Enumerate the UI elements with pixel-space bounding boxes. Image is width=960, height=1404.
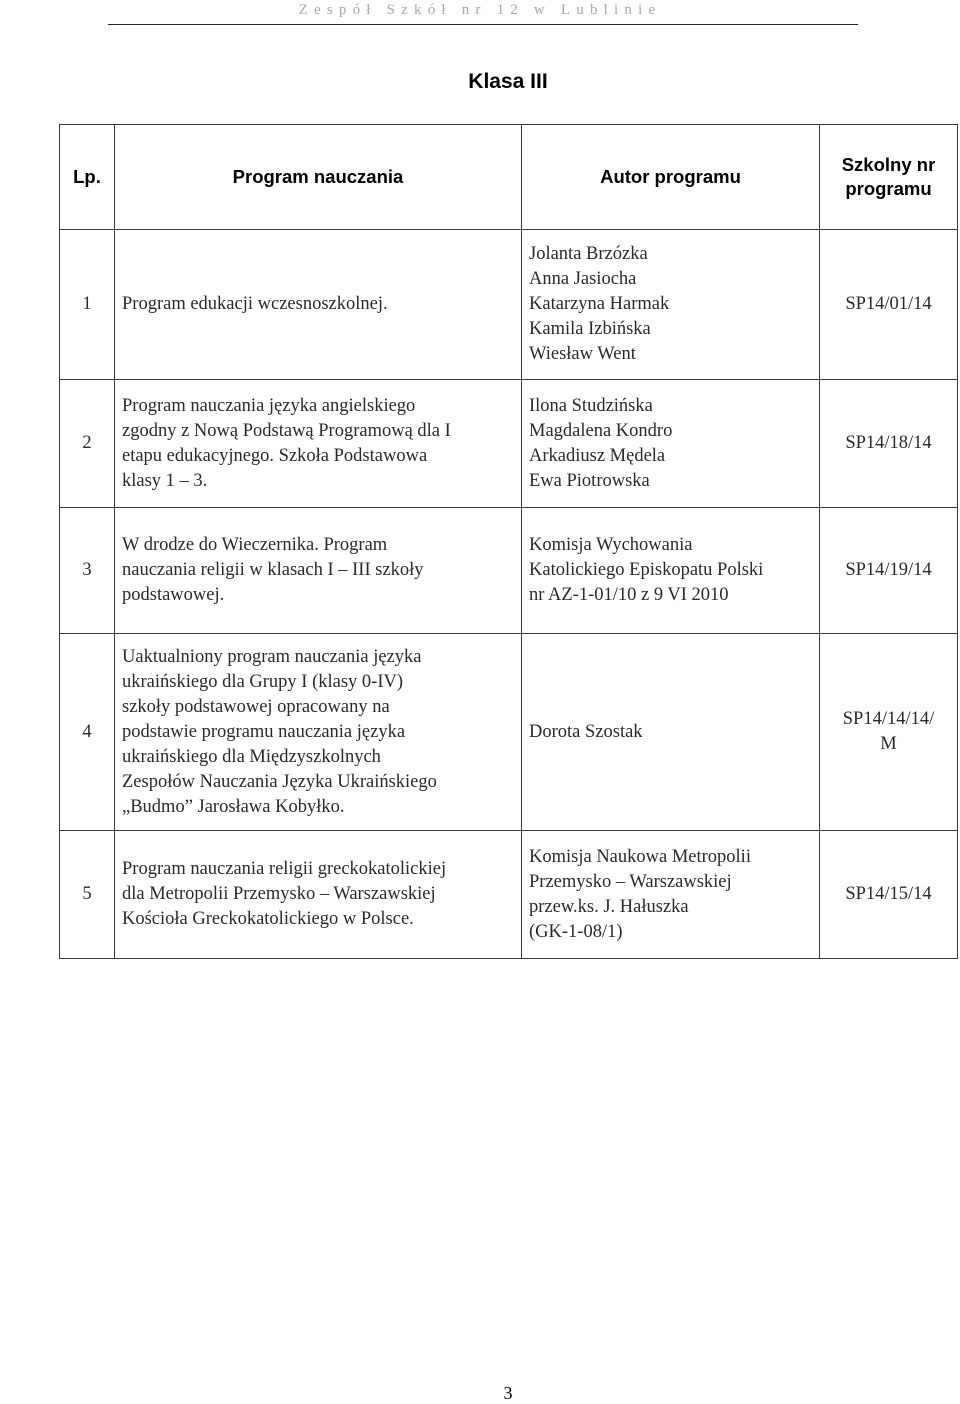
header-code-line: programu [845, 178, 932, 199]
row-number: 2 [60, 380, 115, 508]
program-code-cell [820, 230, 958, 380]
author-line: Komisja Wychowania [529, 535, 693, 555]
program-cell [115, 230, 522, 380]
program-line: Kościoła Greckokatolickiego w Polsce. [122, 909, 414, 929]
program-code: SP14/15/14 [845, 884, 932, 904]
program-line: Zespołów Nauczania Języka Ukraińskiego [122, 771, 437, 792]
program-code: SP14/14/14/ [842, 709, 935, 729]
program-code: SP14/01/14 [845, 294, 932, 314]
author-line: Katolickiego Episkopatu Polski [529, 560, 764, 580]
table-header-row [60, 125, 958, 230]
author-line: Przemysko – Warszawskiej [529, 871, 732, 892]
program-cell [115, 508, 522, 634]
header-author: Autor programu [522, 125, 820, 230]
row-number: 5 [60, 831, 115, 959]
program-line: Program nauczania religii greckokatolickiej [122, 859, 447, 879]
author-line: Jolanta Brzózka [529, 244, 648, 264]
header-program: Program nauczania [115, 125, 522, 230]
program-table [59, 124, 958, 959]
program-line: „Budmo” Jarosława Kobyłko. [122, 796, 345, 817]
program-cell [115, 831, 522, 959]
table-row [60, 380, 958, 508]
author-line: Ewa Piotrowska [529, 470, 650, 491]
author-line: Ilona Studzińska [529, 395, 653, 416]
program-cell [115, 380, 522, 508]
program-line: etapu edukacyjnego. Szkoła Podstawowa [122, 445, 428, 466]
program-cell [115, 634, 522, 831]
header-no: Lp. [60, 125, 115, 230]
table-row [60, 508, 958, 634]
author-line: Dorota Szostak [529, 721, 643, 742]
author-line: Kamila Izbińska [529, 319, 651, 339]
program-line: Program edukacji wczesnoszkolnej. [122, 294, 388, 314]
program-line: podstawowej. [122, 585, 225, 605]
author-line: Arkadiusz Mędela [529, 445, 666, 466]
author-line: (GK-1-08/1) [529, 921, 623, 942]
program-line: nauczania religii w klasach I – III szkoły [122, 560, 424, 580]
author-line: Anna Jasiocha [529, 269, 637, 289]
row-number: 4 [60, 634, 115, 831]
program-code: SP14/19/14 [845, 560, 932, 580]
table-row [60, 831, 958, 959]
page-number: 3 [503, 1383, 513, 1403]
author-line: nr AZ-1-01/10 z 9 VI 2010 [529, 585, 729, 605]
author-line: Wiesław Went [529, 344, 636, 364]
program-line: ukraińskiego dla Międzyszkolnych [122, 746, 381, 767]
author-cell [522, 831, 820, 959]
author-cell [522, 634, 820, 831]
running-header: Zespół Szkół nr 12 w Lublinie [298, 2, 662, 18]
table-body [60, 230, 958, 959]
program-code-cell [820, 634, 958, 831]
header-code [820, 125, 958, 230]
program-line: Uaktualniony program nauczania języka [122, 646, 422, 667]
program-line: Program nauczania języka angielskiego [122, 395, 416, 416]
program-code: M [880, 734, 897, 754]
program-line: szkoły podstawowej opracowany na [122, 696, 390, 717]
author-line: Magdalena Kondro [529, 420, 673, 441]
program-line: klasy 1 – 3. [122, 470, 208, 491]
page-title: Klasa III [468, 70, 548, 93]
header-divider [108, 24, 858, 25]
row-number: 1 [60, 230, 115, 380]
author-cell [522, 380, 820, 508]
author-line: Katarzyna Harmak [529, 294, 670, 314]
header-code-line: Szkolny nr [841, 154, 936, 175]
author-cell [522, 508, 820, 634]
program-line: dla Metropolii Przemysko – Warszawskiej [122, 884, 436, 904]
author-line: Komisja Naukowa Metropolii [529, 846, 751, 867]
program-line: ukraińskiego dla Grupy I (klasy 0-IV) [122, 671, 404, 692]
program-code: SP14/18/14 [845, 433, 932, 453]
program-code-cell [820, 831, 958, 959]
table-row [60, 634, 958, 831]
table-row [60, 230, 958, 380]
program-code-cell [820, 508, 958, 634]
row-number: 3 [60, 508, 115, 634]
program-line: W drodze do Wieczernika. Program [122, 535, 388, 555]
author-line: przew.ks. J. Hałuszka [529, 896, 689, 917]
program-line: podstawie programu nauczania języka [122, 721, 406, 742]
author-cell [522, 230, 820, 380]
program-code-cell [820, 380, 958, 508]
program-line: zgodny z Nową Podstawą Programową dla I [122, 420, 451, 441]
